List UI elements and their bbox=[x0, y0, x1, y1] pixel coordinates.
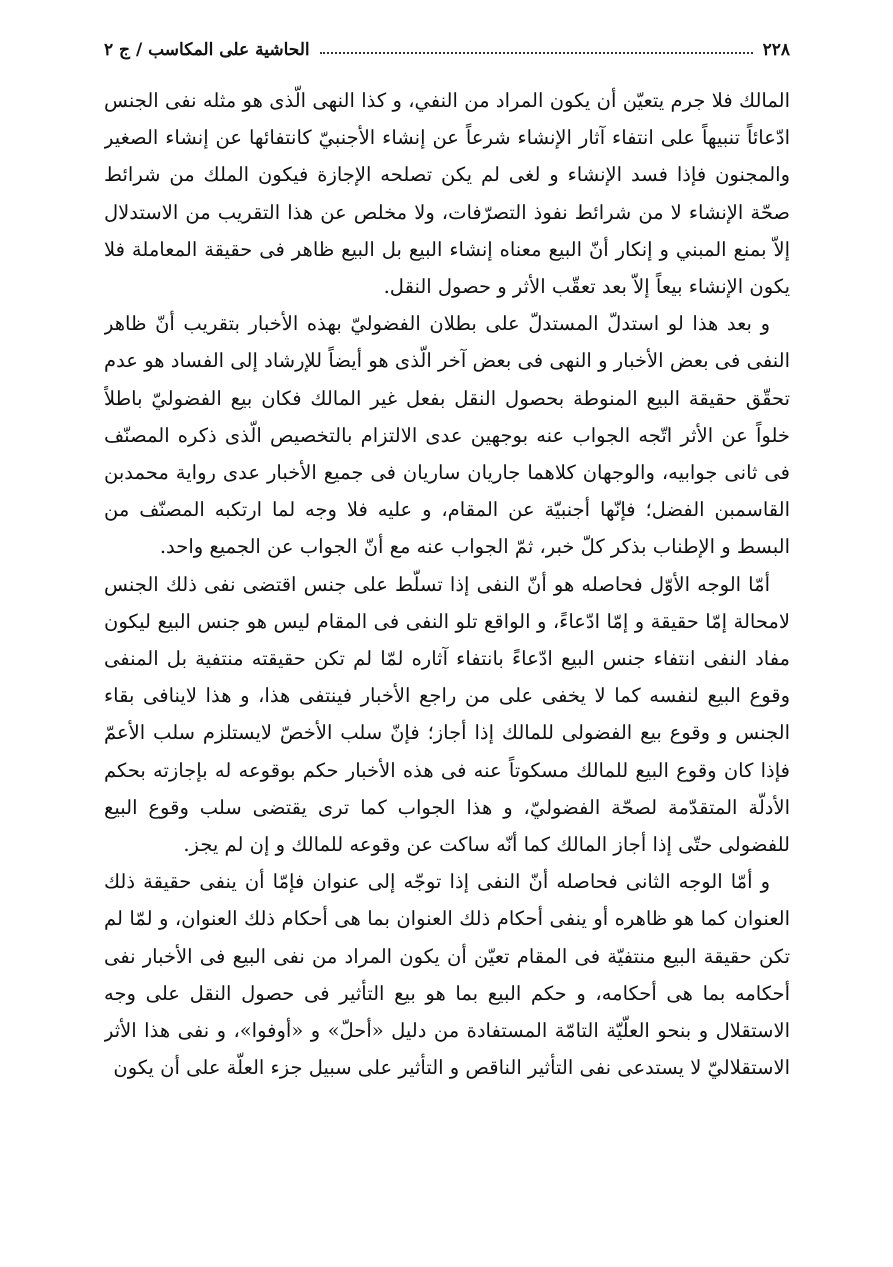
page-number: ٢٢٨ bbox=[762, 40, 790, 60]
body-text bbox=[104, 82, 790, 1232]
paragraph-1: المالك فلا جرم يتعيّن أن يكون المراد من النفي، و كذا النهى الّذى هو مثله نفى الجنس ادّعائاً تنبيهاً على انتفاء آثار الإنشاء شرعاً عن إنشاء الأجنبيّ كانتفائها عن إنشاء الصغير والمجنون فإذا فسد الإنشاء و لغى لم يكن تصلحه الإجازة فيكون الملك من شرائط صحّة الإنشاء لا من شرائط نفوذ التصرّفات، ولا مخلص عن هذا التقريب من الاستدلال إلاّ بمنع المبني و إنكار أنّ البيع معناه إنشاء البيع بل البيع ظاهر فى حقيقة المعاملة فلا يكون الإنشاء بيعاً إلاّ بعد تعقّب الأثر و حصول النقل. bbox=[104, 89, 790, 299]
running-header bbox=[104, 30, 790, 60]
header-dotted-leader bbox=[320, 51, 753, 54]
paragraph-3: أمّا الوجه الأوّل فحاصله هو أنّ النفى إذا تسلّط على جنس اقتضى نفى ذلك الجنس لامحالة إمّا حقيقة و إمّا ادّعاءً، و الواقع تلو النفى فى المقام ليس هو جنس البيع ليكون مفاد النفى انتفاء جنس البيع ادّعاءً بانتفاء آثاره لمّا لم تكن حقيقته منتفية بل المنفى وقوع البيع لنفسه كما لا يخفى على من راجع الأخبار فينتفى هذا، و هذا لاينافى بقاء الجنس و وقوع بيع الفضولى للمالك إذا أجاز؛ فإنّ سلب الأخصّ لايستلزم سلب الأعمّ فإذا كان وقوع البيع للمالك مسكوتاً عنه فى هذه الأخبار حكم بوقوعه له بإجازته بحكم الأدلّة المتقدّمة لصحّة الفضوليّ، و هذا الجواب كما ترى يقتضى سلب وقوع البيع للفضولى حتّى إذا أجاز المالك كما أنّه ساكت عن وقوعه للمالك و إن لم يجز. bbox=[104, 572, 790, 857]
paragraph-4: و أمّا الوجه الثانى فحاصله أنّ النفى إذا توجّه إلى عنوان فإمّا أن ينفى حقيقة ذلك العنوان كما هو ظاهره أو ينفى أحكام ذلك العنوان بما هى أحكام ذلك العنوان، و لمّا لم تكن حقيقة البيع منتفيّة فى المقام تعيّن أن يكون المراد من نفى البيع فى الأخبار نفى أحكامه بما هى أحكامه، و حكم البيع بما هو بيع التأثير فى حصول النقل على وجه الاستقلال و بنحو العلّيّة التامّة المستفادة من دليل «أحلّ» و «أوفوا»، و نفى هذا الأثر الاستقلاليّ لا يستدعى نفى التأثير الناقص و التأثير على سبيل جزء العلّة على أن يكون bbox=[104, 870, 790, 1080]
paragraph-2: و بعد هذا لو استدلّ المستدلّ على بطلان الفضوليّ بهذه الأخبار بتقريب أنّ ظاهر النفى فى بعض الأخبار و النهى فى بعض آخر الّذى هو أيضاً للإرشاد إلى الفساد هو عدم تحقّق حقيقة البيع المنوطة بحصول النقل بفعل غير المالك فكان بيع الفضوليّ باطلاً خلواً عن الأثر اتّجه الجواب عنه بوجهين عدى الالتزام بالتخصيص الّذى ذكره المصنّف فى ثانى جوابيه، والوجهان كلاهما جاريان ساريان فى جميع الأخبار عدى رواية محمدبن القاسمبن الفضل؛ فإنّها أجنبيّة عن المقام، و عليه فلا وجه لما ارتكبه المصنّف من البسط و الإطناب بذكر كلّ خبر، ثمّ الجواب عنه مع أنّ الجواب عن الجميع واحد. bbox=[104, 312, 790, 559]
running-title: الحاشية على المكاسب / ج ٢ bbox=[104, 40, 310, 60]
